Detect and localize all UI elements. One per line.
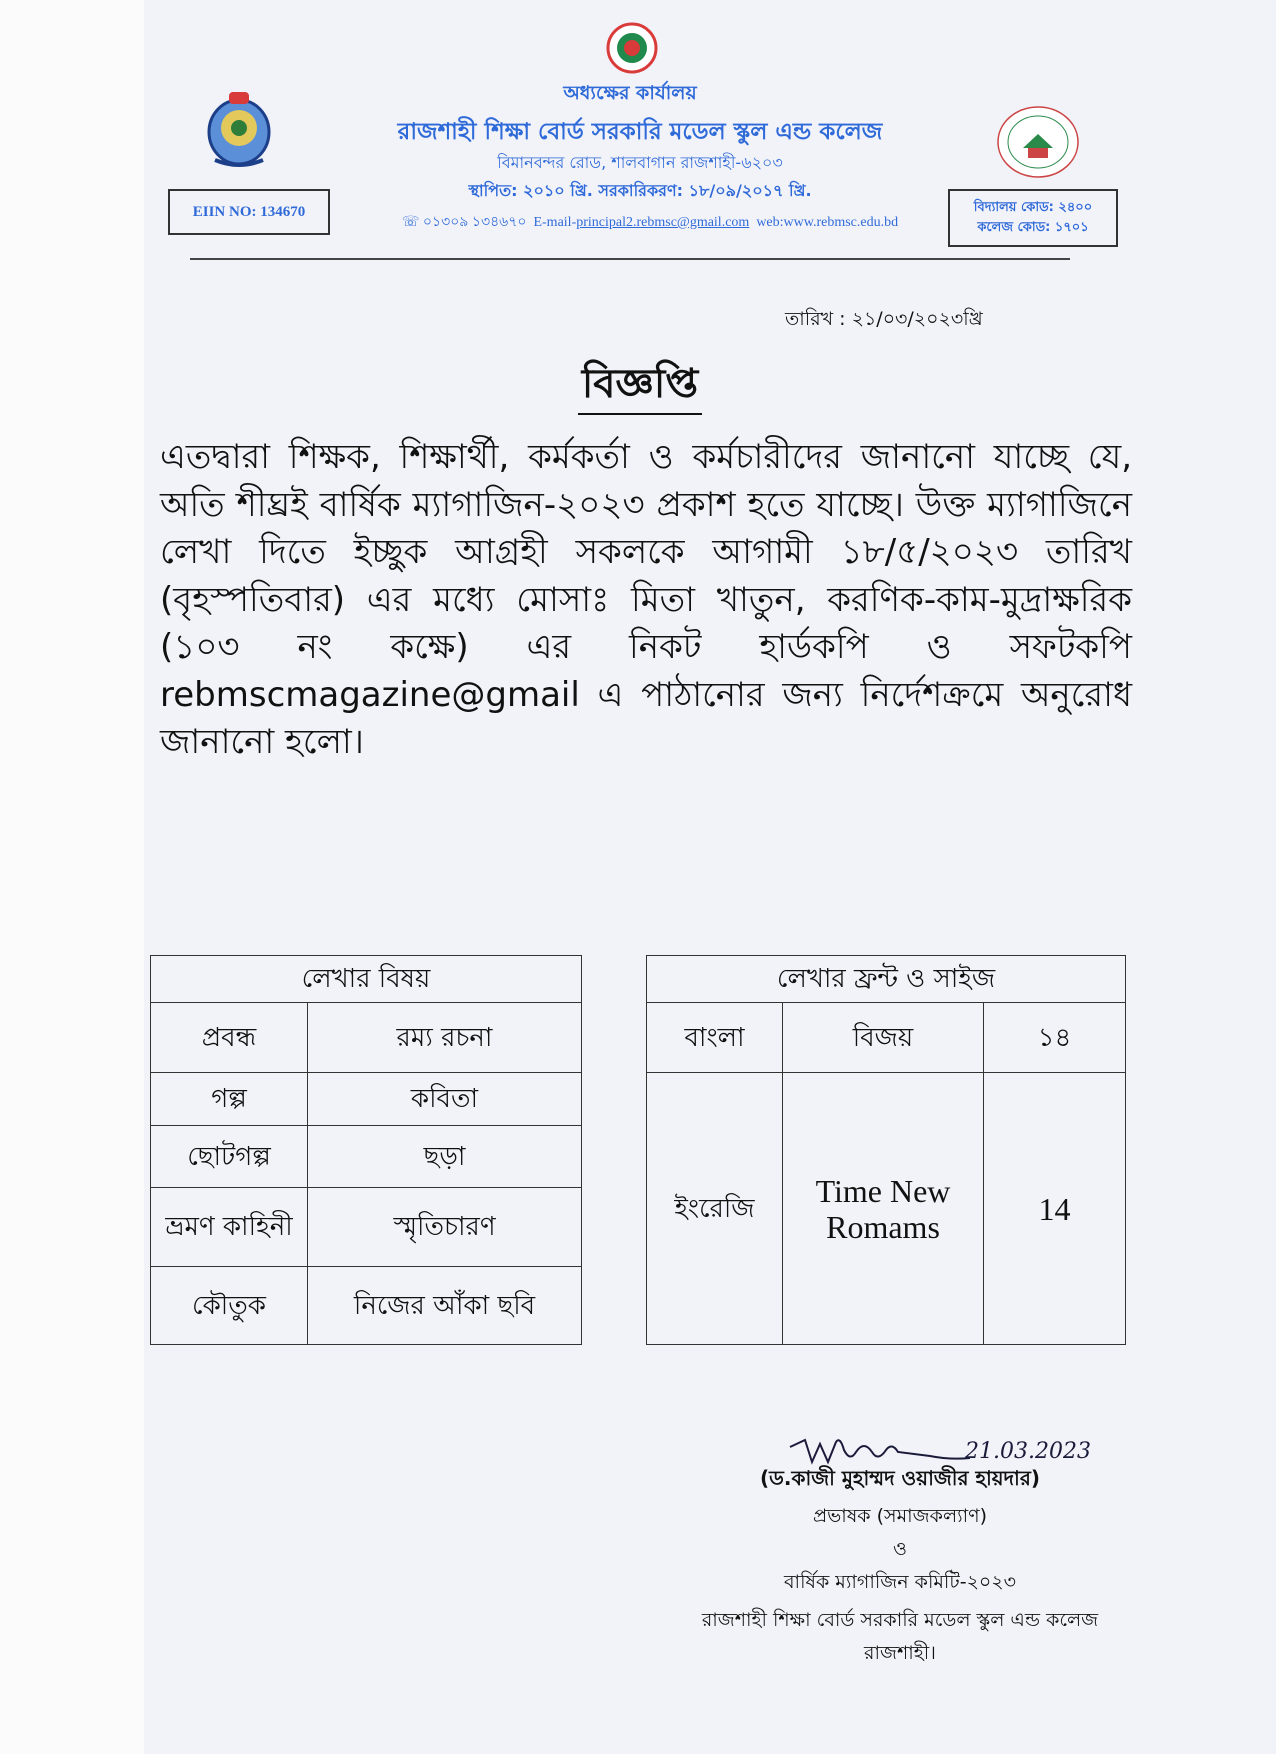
- phone-icon: ☏: [401, 215, 423, 230]
- topics-table: [150, 955, 582, 1345]
- topics-header: লেখার বিষয়: [151, 956, 582, 1003]
- notice-body: এতদ্বারা শিক্ষক, শিক্ষার্থী, কর্মকর্তা ও কর্মচারীদের জানানো যাচ্ছে যে, অতি শীঘ্রই বার্ষিক ম্যাগাজিন-২০২৩ প্রকাশ হতে যাচ্ছে। উক্ত ম্যাগাজিনে লেখা দিতে ইচ্ছুক আগ্রহী সকলকে আগামী ১৮/৫/২০২৩ তারিখ (বৃহস্পতিবার) এর মধ্যে মোসাঃ মিতা খাতুন, করণিক-কাম-মুদ্রাক্ষরিক (১০৩ নং কক্ষে) এর নিকট হার্ডকপি ও সফটকপি rebmscmagazine@gmail এ পাঠানোর জন্য নির্দেশক্রমে অনুরোধ জানানো হলো।: [160, 437, 1132, 762]
- notice-date: তারিখ : ২১/০৩/২০২৩খ্রি: [785, 308, 983, 330]
- notice-title: [500, 352, 780, 419]
- scan-margin: [0, 0, 144, 1754]
- table-cell: 14: [984, 1073, 1126, 1345]
- school-crest-logo: [205, 88, 273, 168]
- table-cell: ইংরেজি: [647, 1073, 783, 1345]
- table-cell: ১৪: [984, 1003, 1126, 1073]
- signatory-institution: রাজশাহী শিক্ষা বোর্ড সরকারি মডেল স্কুল এন্ড কলেজ: [701, 1609, 1099, 1631]
- table-cell: বাংলা: [647, 1003, 783, 1073]
- table-cell: প্রবন্ধ: [151, 1003, 308, 1073]
- table-row: [151, 1003, 582, 1073]
- institution-code-box: [948, 189, 1118, 247]
- table-cell: কৌতুক: [151, 1267, 308, 1345]
- table-cell: বিজয়: [783, 1003, 984, 1073]
- signatory-designation: প্রভাষক (সমাজকল্যাণ): [812, 1505, 988, 1527]
- office-title: অধ্যক্ষের কার্যালয়: [563, 82, 697, 104]
- font-size-table: [646, 955, 1126, 1345]
- phone-number: ০১৩০৯ ১৩৪৬৭০: [422, 215, 527, 230]
- website-link[interactable]: web:www.rebmsc.edu.bd: [756, 215, 899, 230]
- school-code: বিদ্যালয় কোড: ২৪০০: [973, 200, 1093, 215]
- signature-date: 21.03.2023: [965, 1439, 1091, 1464]
- table-cell: ছোটগল্প: [151, 1126, 308, 1188]
- table-row: [647, 1073, 1126, 1345]
- signatory-committee: বার্ষিক ম্যাগাজিন কমিটি-২০২৩: [783, 1571, 1016, 1593]
- table-row: [151, 1267, 582, 1345]
- government-seal-logo: [606, 22, 658, 74]
- table-cell: স্মৃতিচারণ: [308, 1188, 582, 1267]
- signatory-city: রাজশাহী।: [864, 1642, 936, 1664]
- table-cell: রম্য রচনা: [308, 1003, 582, 1073]
- college-code: কলেজ কোড: ১৭০১: [977, 220, 1089, 235]
- header-divider: [190, 258, 1070, 260]
- notice-title-text: বিজ্ঞপ্তি: [578, 361, 702, 415]
- table-cell: ছড়া: [308, 1126, 582, 1188]
- table-row: [151, 1073, 582, 1126]
- school-name: রাজশাহী শিক্ষা বোর্ড সরকারি মডেল স্কুল এন্ড কলেজ: [397, 119, 883, 145]
- table-cell: ভ্রমণ কাহিনী: [151, 1188, 308, 1267]
- eiin-box: [168, 189, 330, 235]
- table-row: [151, 956, 582, 1003]
- table-row: [647, 1003, 1126, 1073]
- table-cell: Time New Romams: [783, 1073, 984, 1345]
- table-cell: কবিতা: [308, 1073, 582, 1126]
- contact-line: [355, 210, 945, 234]
- email-label: E-mail-: [533, 215, 577, 230]
- college-emblem-logo: [995, 104, 1081, 180]
- email-link[interactable]: principal2.rebmsc@gmail.com: [576, 215, 750, 230]
- established-info: স্থাপিত: ২০১০ খ্রি. সরকারিকরণ: ১৮/০৯/২০১৭ খ্রি.: [468, 181, 812, 200]
- eiin-number: EIIN NO: 134670: [192, 203, 306, 220]
- school-address: বিমানবন্দর রোড, শালবাগান রাজশাহী-৬২০৩: [497, 153, 783, 172]
- table-cell: নিজের আঁকা ছবি: [308, 1267, 582, 1345]
- table-cell: গল্প: [151, 1073, 308, 1126]
- table-row: [151, 1188, 582, 1267]
- signatory-conjunction: ও: [893, 1538, 907, 1560]
- table-row: [647, 956, 1126, 1003]
- font-table-header: লেখার ফ্রন্ট ও সাইজ: [647, 956, 1126, 1003]
- table-row: [151, 1126, 582, 1188]
- signatory-name: (ড.কাজী মুহাম্মদ ওয়াজীর হায়দার): [760, 1466, 1040, 1490]
